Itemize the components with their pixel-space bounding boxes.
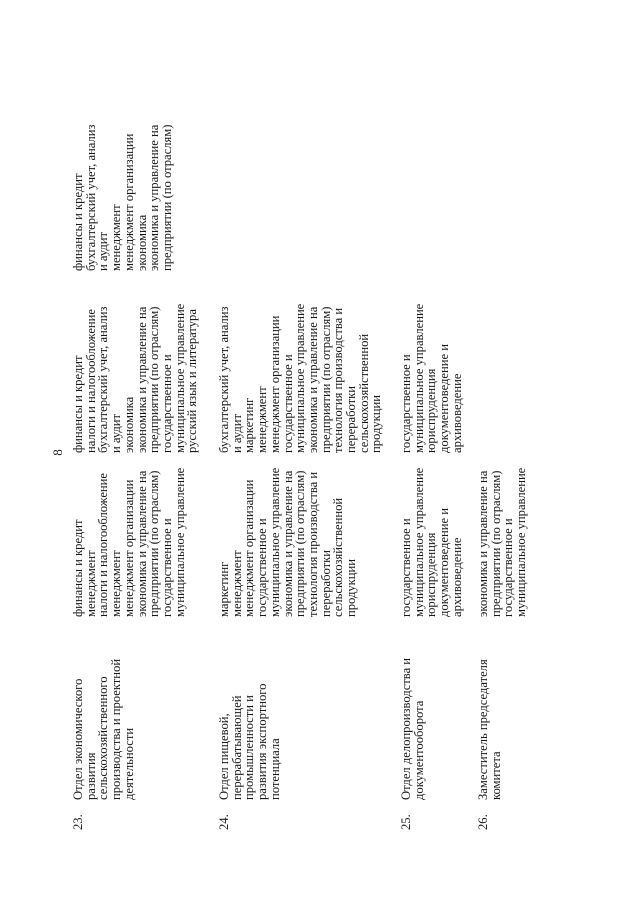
text-line: юриспруденция [424,368,439,453]
page-number: 8 [50,449,65,456]
text-line: менеджмент [83,550,98,617]
specialty-list-2 [218,304,383,453]
text-line: государственное и [280,354,295,453]
text-line: производства и проектной [109,658,124,800]
text-line: продукции [369,394,384,453]
text-line: менеджмент [109,550,124,617]
text-line: предприятии (по отраслям) [488,470,503,617]
text-line: менеджмент [229,550,244,617]
text-line: переработки [318,549,333,617]
text-line: маркетинг [242,397,257,453]
text-line: юриспруденция [424,532,439,617]
text-line: экономика и управление на [476,470,490,617]
text-line: деятельности [121,727,136,800]
text-line: перерабатывающей [229,695,244,800]
text-line: бухгалтерский учет, анализ [83,124,98,271]
text-line: государственное и [399,354,413,453]
text-line: и аудит [229,414,244,453]
text-line: потенциала [267,738,282,800]
text-line: государственное и [255,518,270,617]
text-line: архивоведение [449,373,464,453]
department-name [218,684,282,800]
text-line: государственное и [159,354,174,453]
text-line: и аудит [96,232,111,271]
row-number-text: 24. [217,814,231,830]
text-line: предприятии (по отраслям) [293,470,308,617]
text-line: муниципальное управление [267,467,282,617]
text-line: экономика и управление на [134,470,149,617]
text-line: экономика и управление на [305,306,320,453]
text-line: и аудит [109,414,124,453]
text-line: муниципальное управление [411,467,426,617]
text-line: экономика [134,214,149,271]
text-line: менеджмент организации [121,133,136,271]
text-line: менеджмент организации [242,479,257,617]
specialty-list-1 [477,468,528,617]
text-line: менеджмент организации [267,315,282,453]
text-line: документоведение и [437,344,452,453]
text-line: государственное и [159,518,174,617]
row-number-text: 26. [476,814,490,830]
text-line: государственное и [501,518,516,617]
text-line: Отдел пищевой, [217,713,231,800]
department-name [400,658,425,800]
text-line: муниципальное управление [172,467,187,617]
specialty-list-1 [400,468,464,617]
text-line: финансы и кредит [71,519,85,617]
text-line: сельскохозяйственного [96,676,111,800]
text-line: Отдел экономического [71,678,85,800]
text-line: русский язык и литература [185,309,200,453]
text-line: продукции [344,558,359,617]
specialty-list-1 [218,468,358,617]
text-line: комитета [488,751,503,800]
text-line: менеджмент [109,204,124,271]
row-number-text: 23. [71,814,85,830]
text-line: технология производства и [331,307,346,453]
text-line: архивоведение [449,537,464,617]
text-line: экономика и управление на [147,124,162,271]
text-line: технология производства и [305,471,320,617]
text-line: государственное и [399,518,413,617]
text-line: бухгалтерский учет, анализ [96,306,111,453]
text-line: развития экспортного [255,683,270,800]
text-line: развития [83,752,98,800]
row-number [218,814,231,830]
row-number-text: 25. [399,814,413,830]
text-line: сельскохозяйственной [331,497,346,617]
text-line: финансы и кредит [71,173,85,271]
text-line: менеджмент [255,386,270,453]
text-line: сельскохозяйственной [356,333,371,453]
text-line: муниципальное управление [514,467,529,617]
text-line: финансы и кредит [71,355,85,453]
text-line: документооборота [411,700,426,800]
text-line: Заместитель председателя [476,659,490,800]
text-line: промышленности и [242,695,257,800]
text-line: муниципальное управление [172,303,187,453]
text-line: муниципальное управление [293,303,308,453]
text-line: экономика [121,396,136,453]
text-line: документоведение и [437,508,452,617]
text-line: Отдел делопроизводства и [399,657,413,800]
specialty-list-2 [400,304,464,453]
text-line: менеджмент организации [121,479,136,617]
specialty-list-1 [72,468,186,617]
text-line: предприятии (по отраслям) [147,306,162,453]
text-line: экономика и управление на [134,306,149,453]
text-line: переработки [344,385,359,453]
text-line: налоги и налогообложение [96,473,111,617]
text-line: предприятии (по отраслям) [159,124,174,271]
text-line: бухгалтерский учет, анализ [217,306,231,453]
row-number [72,814,85,830]
text-line: маркетинг [217,561,231,617]
text-line: предприятии (по отраслям) [318,306,333,453]
department-name [72,659,136,800]
department-name [477,659,502,800]
specialty-list-2 [72,304,199,453]
text-line: экономика и управление на [280,470,295,617]
text-line: предприятии (по отраслям) [147,470,162,617]
text-line: муниципальное управление [411,303,426,453]
specialty-list-3 [72,124,174,271]
row-number [477,814,490,830]
row-number [400,814,413,830]
text-line: налоги и налогообложение [83,309,98,453]
